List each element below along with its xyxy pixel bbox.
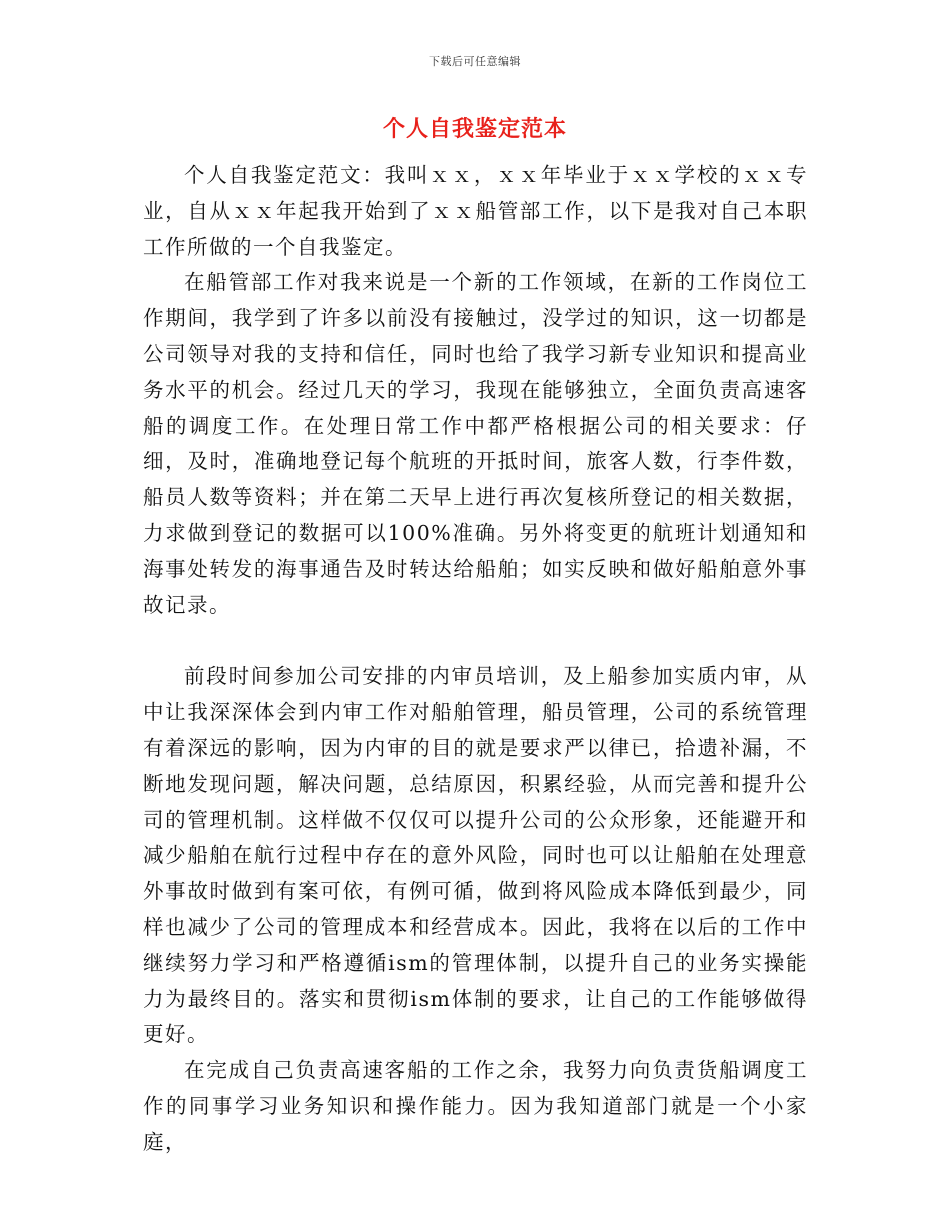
paragraph-spacer: [143, 623, 808, 659]
document-title: 个人自我鉴定范本: [382, 117, 567, 142]
paragraph-3: 前段时间参加公司安排的内审员培训，及上船参加实质内审，从中让我深深体会到内审工作对船舶管理，船员管理，公司的系统管理有着深远的影响，因为内审的目的就是要求严以律已，拾遗补漏，不断地发现问题，解决问题，总结原因，积累经验，从而完善和提升公司的管理机制。这样做不仅仅可以提升公司的公众形象，还能避开和减少船舶在航行过程中存在的意外风险，同时也可以让船舶在处理意外事故时做到有案可依，有例可循，做到将风险成本降低到最少，同样也减少了公司的管理成本和经营成本。因此，我将在以后的工作中继续努力学习和严格遵循ism的管理体制，以提升自己的业务实操能力为最终目的。落实和贯彻ism体制的要求，让自己的工作能够做得更好。: [143, 664, 808, 1047]
document-body: [143, 158, 808, 1161]
header-note: 下载后可任意编辑: [429, 55, 521, 68]
paragraph-1: 个人自我鉴定范文：我叫ｘｘ，ｘｘ年毕业于ｘｘ学校的ｘｘ专业，自从ｘｘ年起我开始到了ｘｘ船管部工作，以下是我对自己本职工作所做的一个自我鉴定。: [143, 163, 808, 259]
paragraph-4: 在完成自己负责高速客船的工作之余，我努力向负责货船调度工作的同事学习业务知识和操作能力。因为我知道部门就是一个小家庭，: [143, 1058, 808, 1154]
paragraph-2: 在船管部工作对我来说是一个新的工作领域，在新的工作岗位工作期间，我学到了许多以前没有接触过，没学过的知识，这一切都是公司领导对我的支持和信任，同时也给了我学习新专业知识和提高业务水平的机会。经过几天的学习，我现在能够独立，全面负责高速客船的调度工作。在处理日常工作中都严格根据公司的相关要求：仔细，及时，准确地登记每个航班的开抵时间，旅客人数，行李件数，船员人数等资料；并在第二天早上进行再次复核所登记的相关数据，力求做到登记的数据可以100%准确。另外将变更的航班计划通知和海事处转发的海事通告及时转达给船舶；如实反映和做好船舶意外事故记录。: [143, 270, 808, 617]
